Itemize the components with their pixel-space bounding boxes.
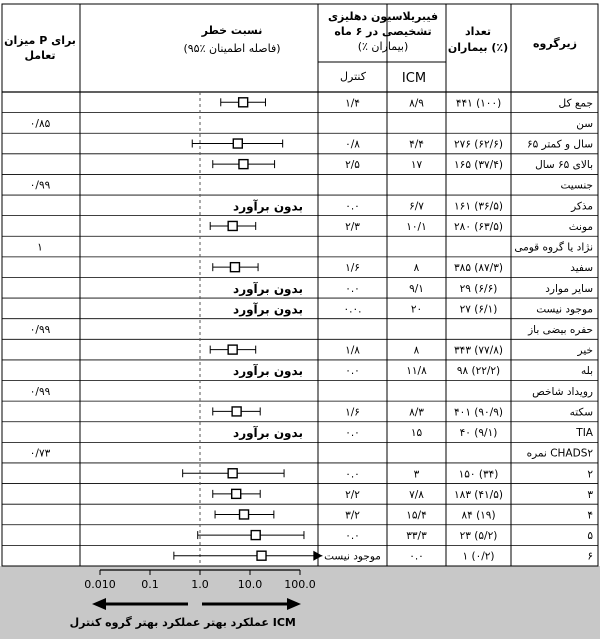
group-header-row — [37, 241, 593, 254]
table-row — [192, 139, 593, 151]
no-estimate-label: بدون برآورد — [233, 199, 303, 214]
p-value: ۱ — [37, 241, 43, 254]
table-row — [213, 159, 593, 171]
icm-rate: ۰.۰ — [409, 550, 424, 563]
table-row — [215, 509, 593, 521]
subgroup-label: بله — [580, 365, 593, 378]
control-rate: ۰.۰ — [345, 427, 360, 440]
table-row — [213, 406, 593, 418]
icm-rate: ۱۱/۸ — [406, 365, 427, 378]
icm-rate: ۸/۹ — [409, 97, 424, 110]
patient-count: ۱۶۵ (۳۷/۴) — [454, 159, 503, 172]
patient-count: ۳۴۳ (۷۷/۸) — [454, 344, 503, 357]
subgroup-label: ۶۵ سال و کمتر — [526, 138, 593, 151]
point-estimate — [228, 221, 237, 230]
control-rate: ۰.۰ — [345, 200, 360, 213]
table-row — [174, 551, 593, 563]
x-tick-label: 0.010 — [84, 578, 116, 591]
point-estimate — [240, 510, 249, 519]
icm-rate: ۱۰/۱ — [406, 220, 427, 233]
patient-count: ۱۵۰ (۳۴) — [458, 468, 499, 481]
subgroup-label: حفره بیضی باز — [528, 324, 593, 336]
subgroup-label: TIA — [576, 427, 593, 440]
header-patients-line2: بیماران (٪) — [447, 41, 509, 54]
header-risk-line1: نسبت خطر — [201, 24, 263, 37]
x-tick-label: 1.0 — [191, 578, 209, 591]
patient-count: ۲۳ (۵/۲) — [459, 530, 498, 543]
table-row — [233, 281, 593, 297]
no-estimate-label: بدون برآورد — [233, 302, 303, 317]
p-value: ۰/۹۹ — [29, 324, 51, 336]
table-row — [233, 363, 593, 379]
group-header-row — [30, 180, 593, 192]
control-rate: ۰.۰. — [343, 303, 362, 316]
no-estimate-label: بدون برآورد — [233, 281, 303, 296]
control-better-label: عملکرد بهتر گروه کنترل — [69, 616, 201, 629]
patient-count: ۱۶۱ (۳۶/۵) — [454, 200, 503, 213]
header-patients-line1: تعداد — [464, 25, 492, 38]
patient-count: ۳۸۵ (۸۷/۳) — [454, 262, 503, 275]
control-rate: ۲/۵ — [345, 159, 360, 172]
point-estimate — [239, 98, 248, 107]
icm-rate: ۹/۱ — [409, 282, 424, 295]
patient-count: ۴۴۱ (۱۰۰) — [455, 97, 502, 110]
table-row — [213, 489, 594, 501]
header-pval-line1: میزان P برای — [4, 34, 76, 47]
icm-rate: ۴/۴ — [409, 138, 424, 151]
group-header-row — [30, 386, 593, 398]
group-header-row — [30, 324, 593, 336]
control-rate: ۱/۶ — [345, 262, 360, 275]
p-value: ۰/۹۹ — [29, 179, 51, 192]
icm-rate: ۸/۳ — [409, 406, 424, 419]
x-tick-label: 0.1 — [141, 578, 159, 591]
subgroup-label: خیر — [577, 344, 593, 357]
group-header-row — [30, 118, 593, 130]
icm-better-label: عملکرد بهتر ICM — [204, 616, 296, 629]
subgroup-label: ۳ — [587, 488, 593, 501]
subgroup-label: سفید — [570, 262, 593, 275]
point-estimate — [251, 531, 260, 540]
control-rate: ۱/۸ — [345, 344, 360, 357]
point-estimate — [228, 469, 237, 478]
icm-rate: ۸ — [413, 262, 420, 275]
no-estimate-label: بدون برآورد — [233, 426, 303, 441]
patient-count: ۲۹ (۶/۶) — [459, 282, 498, 295]
icm-rate: ۱۵/۴ — [406, 509, 427, 522]
control-rate: ۰.۰ — [345, 468, 360, 481]
icm-rate: ۱۷ — [410, 159, 423, 172]
icm-rate: ۳۳/۳ — [406, 530, 427, 543]
patient-count: ۲۷۶ (۶۲/۶) — [454, 138, 503, 151]
icm-rate: ۱۵ — [410, 427, 423, 440]
subgroup-label: نژاد یا گروه قومی — [514, 241, 593, 254]
table-row — [233, 425, 594, 441]
p-value: ۰/۷۳ — [29, 447, 51, 460]
subgroup-label: ۶ — [587, 550, 593, 563]
header-pval-line2: تعامل — [24, 49, 56, 62]
control-rate: ۱/۶ — [345, 406, 360, 419]
point-estimate — [230, 263, 239, 272]
no-estimate-label: بدون برآورد — [233, 364, 303, 379]
control-rate: ۰/۸ — [345, 138, 360, 151]
icm-rate: ۶/۷ — [409, 200, 424, 213]
table-row — [210, 221, 593, 233]
table-row — [233, 301, 593, 317]
patient-count: ۱ (۰/۲) — [462, 550, 495, 563]
point-estimate — [228, 345, 237, 354]
subgroup-label: سکته — [569, 406, 593, 419]
control-rate: ۰.۰ — [345, 282, 360, 295]
subgroup-label: بالای ۶۵ سال — [535, 159, 593, 172]
header-icm: ICM — [401, 71, 427, 86]
point-estimate — [257, 551, 266, 560]
subgroup-label: ۵ — [587, 530, 593, 543]
table-row — [213, 262, 593, 274]
point-estimate — [232, 407, 241, 416]
icm-rate: ۳ — [413, 468, 420, 481]
subgroup-label: جمع کل — [558, 97, 593, 110]
x-tick-label: 100.0 — [284, 578, 316, 591]
group-header-row — [30, 448, 594, 460]
icm-rate: ۲۰ — [410, 303, 423, 316]
subgroup-label: رویداد شاخص — [532, 385, 593, 398]
p-value: ۰/۸۵ — [29, 117, 51, 130]
header-af-line1: فیبریلاسیون دهلیزی — [327, 10, 439, 23]
patient-count: ۲۸۰ (۶۳/۵) — [454, 220, 503, 233]
control-rate: ۰.۰ — [345, 365, 360, 378]
subgroup-label: ۲ — [587, 468, 593, 481]
p-value: ۰/۹۹ — [29, 385, 51, 398]
patient-count: ۴۰ (۹/۱) — [459, 427, 498, 440]
table-row — [198, 530, 594, 542]
icm-rate: ۷/۸ — [409, 488, 424, 501]
point-estimate — [233, 139, 242, 148]
patient-count: ۲۷ (۶/۱) — [459, 303, 498, 316]
point-estimate — [232, 489, 241, 498]
subgroup-label: ۴ — [587, 509, 593, 522]
subgroup-label: سایر موارد — [545, 282, 593, 295]
control-rate: ۳/۲ — [345, 509, 360, 522]
subgroup-label: جنسیت — [560, 179, 593, 192]
header-subgroup: زیرگروه — [533, 37, 577, 50]
patient-count: ۴۰۱ (۹۰/۹) — [454, 406, 503, 419]
subgroup-label: سن — [576, 117, 593, 130]
table-row — [221, 97, 593, 109]
control-rate: ۲/۳ — [345, 220, 360, 233]
table-row — [183, 468, 594, 480]
patient-count: ۹۸ (۲۲/۲) — [456, 365, 501, 378]
header-af-line3: (٪ بیماران) — [357, 40, 409, 53]
point-estimate — [239, 160, 248, 169]
x-tick-label: 10.0 — [237, 578, 263, 591]
header-control: کنترل — [340, 70, 366, 83]
table-row — [233, 198, 593, 214]
header-af-line2: تشخیصی در ۶ ماه — [334, 25, 432, 38]
patient-count: ۱۸۳ (۴۱/۵) — [454, 488, 503, 501]
subgroup-label: مونث — [568, 220, 593, 233]
control-rate: ۱/۴ — [345, 97, 360, 110]
control-rate: موجود نیست — [324, 550, 381, 563]
subgroup-label: موجود نیست — [536, 303, 593, 316]
table-row — [210, 345, 593, 357]
header-risk-line2: (۹۵٪ فاصله اطمینان) — [183, 42, 281, 55]
subgroup-label: نمره CHADS۲ — [526, 447, 593, 460]
table-rows — [30, 97, 594, 562]
control-rate: ۲/۲ — [345, 488, 360, 501]
patient-count: ۸۴ (۱۹) — [461, 509, 496, 522]
subgroup-label: مذکر — [571, 200, 593, 213]
control-rate: ۰.۰ — [345, 530, 360, 543]
icm-rate: ۸ — [413, 344, 420, 357]
